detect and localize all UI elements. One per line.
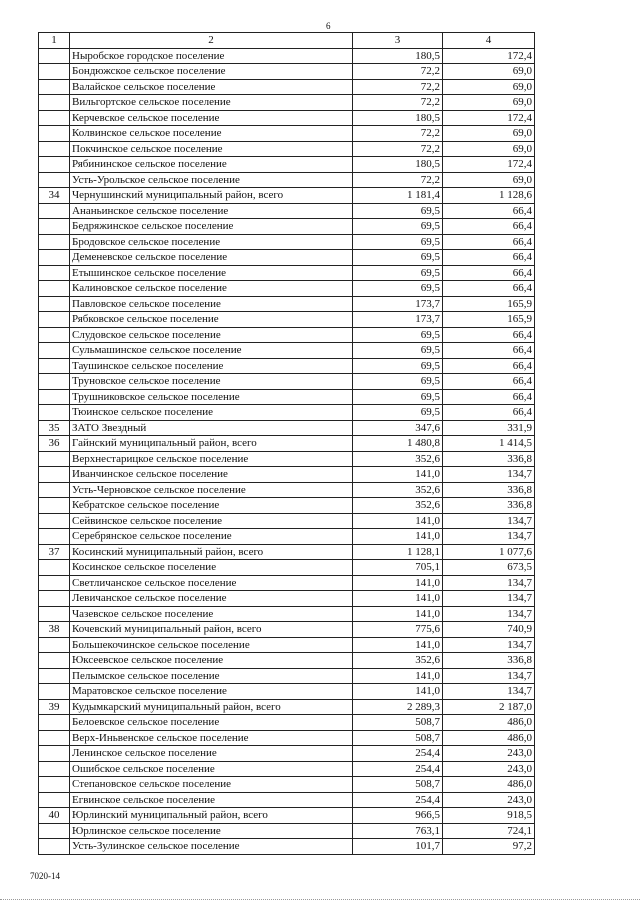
table-row [39, 451, 535, 467]
table-row [39, 436, 535, 452]
row-number-cell [39, 498, 70, 514]
amount-col4-cell: 66,4 [443, 389, 535, 405]
document-code: 7020-14 [30, 871, 60, 881]
amount-col3-cell: 352,6 [353, 498, 443, 514]
row-number-cell [39, 606, 70, 622]
budget-allocation-table [38, 32, 535, 855]
row-number-cell [39, 95, 70, 111]
table-row [39, 730, 535, 746]
amount-col4-cell: 740,9 [443, 622, 535, 638]
municipality-name-cell: Косинское сельское поселение [70, 560, 353, 576]
amount-col3-cell: 69,5 [353, 234, 443, 250]
row-number-cell [39, 405, 70, 421]
row-number-cell [39, 591, 70, 607]
table-row [39, 575, 535, 591]
amount-col3-cell: 352,6 [353, 653, 443, 669]
municipality-name-cell: Бедряжинское сельское поселение [70, 219, 353, 235]
table-row [39, 188, 535, 204]
amount-col3-cell: 72,2 [353, 141, 443, 157]
row-number-cell [39, 653, 70, 669]
municipality-name-cell: Етышинское сельское поселение [70, 265, 353, 281]
amount-col3-cell: 966,5 [353, 808, 443, 824]
amount-col4-cell: 69,0 [443, 126, 535, 142]
row-number-cell [39, 157, 70, 173]
amount-col3-cell: 352,6 [353, 451, 443, 467]
amount-col3-cell: 141,0 [353, 668, 443, 684]
row-number-cell: 35 [39, 420, 70, 436]
amount-col3-cell: 69,5 [353, 343, 443, 359]
amount-col3-cell: 72,2 [353, 64, 443, 80]
row-number-cell [39, 281, 70, 297]
amount-col4-cell: 336,8 [443, 653, 535, 669]
municipality-name-cell: Степановское сельское поселение [70, 777, 353, 793]
table-row [39, 761, 535, 777]
municipality-name-cell: Ленинское сельское поселение [70, 746, 353, 762]
municipality-name-cell: Ошибское сельское поселение [70, 761, 353, 777]
amount-col4-cell: 97,2 [443, 839, 535, 855]
table-row [39, 234, 535, 250]
municipality-name-cell: Усть-Черновское сельское поселение [70, 482, 353, 498]
municipality-name-cell: Кудымкарский муниципальный район, всего [70, 699, 353, 715]
municipality-name-cell: Чернушинский муниципальный район, всего [70, 188, 353, 204]
row-number-cell [39, 343, 70, 359]
table-row [39, 64, 535, 80]
amount-col3-cell: 254,4 [353, 792, 443, 808]
amount-col4-cell: 66,4 [443, 327, 535, 343]
amount-col3-cell: 705,1 [353, 560, 443, 576]
row-number-cell [39, 792, 70, 808]
amount-col4-cell: 165,9 [443, 312, 535, 328]
table-row [39, 792, 535, 808]
amount-col4-cell: 134,7 [443, 513, 535, 529]
table-row [39, 637, 535, 653]
amount-col4-cell: 336,8 [443, 498, 535, 514]
row-number-cell [39, 219, 70, 235]
municipality-name-cell: Белоевское сельское поселение [70, 715, 353, 731]
page-number: 6 [326, 21, 331, 31]
amount-col4-cell: 724,1 [443, 823, 535, 839]
row-number-cell [39, 389, 70, 405]
row-number-cell [39, 839, 70, 855]
table-row [39, 110, 535, 126]
table-row [39, 79, 535, 95]
header-col-2: 2 [70, 33, 353, 49]
municipality-name-cell: Рябининское сельское поселение [70, 157, 353, 173]
amount-col4-cell: 673,5 [443, 560, 535, 576]
table-row [39, 668, 535, 684]
table-row [39, 823, 535, 839]
municipality-name-cell: Валайское сельское поселение [70, 79, 353, 95]
amount-col4-cell: 486,0 [443, 715, 535, 731]
amount-col3-cell: 69,5 [353, 327, 443, 343]
amount-col4-cell: 486,0 [443, 777, 535, 793]
row-number-cell [39, 327, 70, 343]
row-number-cell [39, 79, 70, 95]
municipality-name-cell: Усть-Урольское сельское поселение [70, 172, 353, 188]
amount-col4-cell: 172,4 [443, 48, 535, 64]
municipality-name-cell: Маратовское сельское поселение [70, 684, 353, 700]
amount-col3-cell: 2 289,3 [353, 699, 443, 715]
amount-col4-cell: 336,8 [443, 482, 535, 498]
table-row [39, 684, 535, 700]
municipality-name-cell: Косинский муниципальный район, всего [70, 544, 353, 560]
municipality-name-cell: Пелымское сельское поселение [70, 668, 353, 684]
table-row [39, 420, 535, 436]
municipality-name-cell: Юрлинское сельское поселение [70, 823, 353, 839]
municipality-name-cell: Сульмашинское сельское поселение [70, 343, 353, 359]
table-row [39, 126, 535, 142]
amount-col3-cell: 69,5 [353, 203, 443, 219]
row-number-cell: 34 [39, 188, 70, 204]
row-number-cell [39, 203, 70, 219]
amount-col3-cell: 1 480,8 [353, 436, 443, 452]
municipality-name-cell: Ананьинское сельское поселение [70, 203, 353, 219]
table-row [39, 389, 535, 405]
amount-col3-cell: 775,6 [353, 622, 443, 638]
municipality-name-cell: Верх-Иньвенское сельское поселение [70, 730, 353, 746]
municipality-name-cell: Юксеевское сельское поселение [70, 653, 353, 669]
table-row [39, 281, 535, 297]
row-number-cell [39, 730, 70, 746]
table-row [39, 529, 535, 545]
amount-col3-cell: 141,0 [353, 591, 443, 607]
municipality-name-cell: Иванчинское сельское поселение [70, 467, 353, 483]
amount-col3-cell: 180,5 [353, 157, 443, 173]
row-number-cell [39, 172, 70, 188]
amount-col3-cell: 72,2 [353, 95, 443, 111]
municipality-name-cell: Керчевское сельское поселение [70, 110, 353, 126]
municipality-name-cell: Вильгортское сельское поселение [70, 95, 353, 111]
row-number-cell [39, 513, 70, 529]
table-row [39, 544, 535, 560]
amount-col3-cell: 141,0 [353, 575, 443, 591]
row-number-cell [39, 668, 70, 684]
amount-col4-cell: 2 187,0 [443, 699, 535, 715]
amount-col3-cell: 141,0 [353, 637, 443, 653]
amount-col3-cell: 254,4 [353, 746, 443, 762]
amount-col4-cell: 165,9 [443, 296, 535, 312]
amount-col4-cell: 1 077,6 [443, 544, 535, 560]
row-number-cell [39, 48, 70, 64]
row-number-cell [39, 777, 70, 793]
amount-col3-cell: 508,7 [353, 730, 443, 746]
row-number-cell [39, 575, 70, 591]
municipality-name-cell: Сейвинское сельское поселение [70, 513, 353, 529]
table-row [39, 327, 535, 343]
row-number-cell [39, 482, 70, 498]
amount-col3-cell: 347,6 [353, 420, 443, 436]
municipality-name-cell: Светличанское сельское поселение [70, 575, 353, 591]
table-row [39, 746, 535, 762]
table-row [39, 141, 535, 157]
row-number-cell [39, 451, 70, 467]
table-row [39, 622, 535, 638]
table-row [39, 203, 535, 219]
amount-col4-cell: 134,7 [443, 684, 535, 700]
amount-col3-cell: 69,5 [353, 389, 443, 405]
amount-col4-cell: 134,7 [443, 467, 535, 483]
table-row [39, 498, 535, 514]
amount-col4-cell: 243,0 [443, 746, 535, 762]
amount-col3-cell: 173,7 [353, 312, 443, 328]
table-row [39, 839, 535, 855]
municipality-name-cell: Кебратское сельское поселение [70, 498, 353, 514]
row-number-cell [39, 560, 70, 576]
table-row [39, 343, 535, 359]
amount-col4-cell: 1 128,6 [443, 188, 535, 204]
municipality-name-cell: Калиновское сельское поселение [70, 281, 353, 297]
table-row [39, 296, 535, 312]
municipality-name-cell: ЗАТО Звездный [70, 420, 353, 436]
amount-col4-cell: 66,4 [443, 203, 535, 219]
row-number-cell: 39 [39, 699, 70, 715]
row-number-cell [39, 296, 70, 312]
amount-col4-cell: 66,4 [443, 219, 535, 235]
table-row [39, 219, 535, 235]
table-row [39, 653, 535, 669]
row-number-cell [39, 312, 70, 328]
amount-col4-cell: 66,4 [443, 265, 535, 281]
row-number-cell [39, 761, 70, 777]
row-number-cell [39, 141, 70, 157]
amount-col3-cell: 1 128,1 [353, 544, 443, 560]
amount-col3-cell: 72,2 [353, 172, 443, 188]
table-row [39, 560, 535, 576]
amount-col4-cell: 66,4 [443, 358, 535, 374]
row-number-cell [39, 110, 70, 126]
row-number-cell [39, 250, 70, 266]
amount-col3-cell: 141,0 [353, 467, 443, 483]
amount-col4-cell: 172,4 [443, 110, 535, 126]
amount-col4-cell: 134,7 [443, 668, 535, 684]
municipality-name-cell: Егвинское сельское поселение [70, 792, 353, 808]
municipality-name-cell: Бродовское сельское поселение [70, 234, 353, 250]
amount-col3-cell: 69,5 [353, 265, 443, 281]
row-number-cell [39, 823, 70, 839]
municipality-name-cell: Рябковское сельское поселение [70, 312, 353, 328]
row-number-cell [39, 529, 70, 545]
municipality-name-cell: Ныробское городское поселение [70, 48, 353, 64]
municipality-name-cell: Серебрянское сельское поселение [70, 529, 353, 545]
table-row [39, 808, 535, 824]
row-number-cell: 37 [39, 544, 70, 560]
amount-col3-cell: 763,1 [353, 823, 443, 839]
row-number-cell [39, 715, 70, 731]
table-row [39, 265, 535, 281]
municipality-name-cell: Чазевское сельское поселение [70, 606, 353, 622]
amount-col4-cell: 486,0 [443, 730, 535, 746]
amount-col4-cell: 66,4 [443, 281, 535, 297]
municipality-name-cell: Большекочинское сельское поселение [70, 637, 353, 653]
municipality-name-cell: Труновское сельское поселение [70, 374, 353, 390]
table-row [39, 157, 535, 173]
amount-col4-cell: 1 414,5 [443, 436, 535, 452]
amount-col3-cell: 141,0 [353, 529, 443, 545]
table-row [39, 715, 535, 731]
row-number-cell [39, 684, 70, 700]
table-row [39, 467, 535, 483]
amount-col4-cell: 69,0 [443, 95, 535, 111]
amount-col3-cell: 72,2 [353, 79, 443, 95]
row-number-cell [39, 64, 70, 80]
municipality-name-cell: Гайнский муниципальный район, всего [70, 436, 353, 452]
amount-col4-cell: 66,4 [443, 405, 535, 421]
amount-col3-cell: 352,6 [353, 482, 443, 498]
amount-col3-cell: 141,0 [353, 684, 443, 700]
municipality-name-cell: Павловское сельское поселение [70, 296, 353, 312]
header-col-4: 4 [443, 33, 535, 49]
amount-col4-cell: 134,7 [443, 529, 535, 545]
municipality-name-cell: Таушинское сельское поселение [70, 358, 353, 374]
row-number-cell [39, 746, 70, 762]
amount-col4-cell: 172,4 [443, 157, 535, 173]
municipality-name-cell: Слудовское сельское поселение [70, 327, 353, 343]
municipality-name-cell: Трушниковское сельское поселение [70, 389, 353, 405]
amount-col4-cell: 134,7 [443, 591, 535, 607]
amount-col3-cell: 180,5 [353, 48, 443, 64]
amount-col4-cell: 331,9 [443, 420, 535, 436]
table-row [39, 172, 535, 188]
table-row [39, 513, 535, 529]
amount-col3-cell: 69,5 [353, 405, 443, 421]
amount-col3-cell: 69,5 [353, 250, 443, 266]
table-row [39, 591, 535, 607]
amount-col4-cell: 134,7 [443, 575, 535, 591]
amount-col4-cell: 69,0 [443, 79, 535, 95]
amount-col3-cell: 69,5 [353, 219, 443, 235]
municipality-name-cell: Колвинское сельское поселение [70, 126, 353, 142]
amount-col3-cell: 72,2 [353, 126, 443, 142]
row-number-cell [39, 265, 70, 281]
municipality-name-cell: Тюинское сельское поселение [70, 405, 353, 421]
amount-col4-cell: 336,8 [443, 451, 535, 467]
amount-col3-cell: 141,0 [353, 606, 443, 622]
row-number-cell: 38 [39, 622, 70, 638]
header-col-1: 1 [39, 33, 70, 49]
row-number-cell [39, 374, 70, 390]
amount-col4-cell: 918,5 [443, 808, 535, 824]
municipality-name-cell: Кочевский муниципальный район, всего [70, 622, 353, 638]
amount-col3-cell: 101,7 [353, 839, 443, 855]
table-row [39, 374, 535, 390]
municipality-name-cell: Юрлинский муниципальный район, всего [70, 808, 353, 824]
table-row [39, 312, 535, 328]
table-row [39, 699, 535, 715]
row-number-cell [39, 234, 70, 250]
table-row [39, 95, 535, 111]
amount-col3-cell: 254,4 [353, 761, 443, 777]
amount-col4-cell: 66,4 [443, 250, 535, 266]
amount-col4-cell: 243,0 [443, 761, 535, 777]
amount-col4-cell: 66,4 [443, 343, 535, 359]
row-number-cell: 40 [39, 808, 70, 824]
amount-col4-cell: 66,4 [443, 374, 535, 390]
table-row [39, 250, 535, 266]
header-col-3: 3 [353, 33, 443, 49]
row-number-cell [39, 637, 70, 653]
table-header-row [39, 33, 535, 49]
municipality-name-cell: Левичанское сельское поселение [70, 591, 353, 607]
row-number-cell [39, 467, 70, 483]
amount-col3-cell: 508,7 [353, 715, 443, 731]
amount-col3-cell: 173,7 [353, 296, 443, 312]
amount-col3-cell: 180,5 [353, 110, 443, 126]
table-row [39, 48, 535, 64]
amount-col4-cell: 69,0 [443, 141, 535, 157]
amount-col4-cell: 134,7 [443, 606, 535, 622]
municipality-name-cell: Деменевское сельское поселение [70, 250, 353, 266]
amount-col4-cell: 69,0 [443, 172, 535, 188]
amount-col3-cell: 141,0 [353, 513, 443, 529]
municipality-name-cell: Усть-Зулинское сельское поселение [70, 839, 353, 855]
amount-col3-cell: 69,5 [353, 281, 443, 297]
amount-col4-cell: 66,4 [443, 234, 535, 250]
amount-col3-cell: 1 181,4 [353, 188, 443, 204]
row-number-cell: 36 [39, 436, 70, 452]
row-number-cell [39, 358, 70, 374]
table-row [39, 358, 535, 374]
table-row [39, 405, 535, 421]
amount-col3-cell: 69,5 [353, 374, 443, 390]
amount-col4-cell: 69,0 [443, 64, 535, 80]
municipality-name-cell: Бондюжское сельское поселение [70, 64, 353, 80]
municipality-name-cell: Верхнестарицкое сельское поселение [70, 451, 353, 467]
page-bottom-edge [0, 899, 640, 900]
amount-col3-cell: 508,7 [353, 777, 443, 793]
table-row [39, 482, 535, 498]
municipality-name-cell: Покчинское сельское поселение [70, 141, 353, 157]
table-row [39, 777, 535, 793]
table-row [39, 606, 535, 622]
amount-col3-cell: 69,5 [353, 358, 443, 374]
amount-col4-cell: 243,0 [443, 792, 535, 808]
amount-col4-cell: 134,7 [443, 637, 535, 653]
row-number-cell [39, 126, 70, 142]
